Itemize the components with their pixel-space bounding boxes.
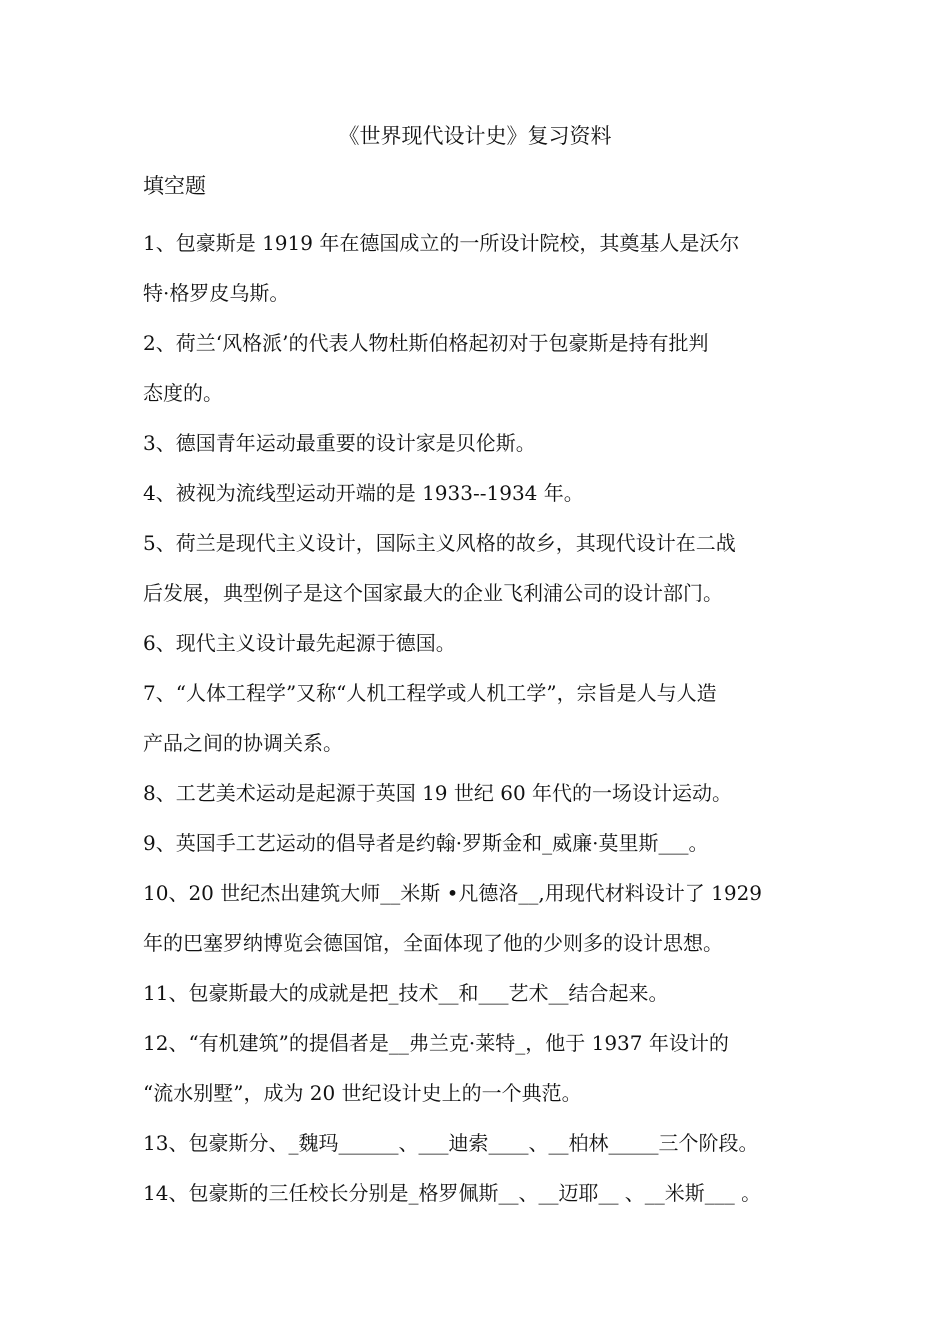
question-7-line-2: 产品之间的协调关系。: [143, 731, 343, 755]
question-7-line-1: 7、“人体工程学”又称“人机工程学或人机工学”，宗旨是人与人造: [143, 681, 717, 705]
question-5-line-1: 5、荷兰是现代主义设计，国际主义风格的故乡，其现代设计在二战: [143, 531, 736, 555]
question-1-line-2: 特·格罗皮乌斯。: [143, 281, 290, 305]
question-13: 13、包豪斯分、_魏玛______、___迪索____、__柏林_____三个阶段。: [143, 1131, 759, 1155]
question-8: 8、工艺美术运动是起源于英国 19 世纪 60 年代的一场设计运动。: [143, 781, 733, 805]
question-6: 6、现代主义设计最先起源于德国。: [143, 631, 456, 655]
question-1-line-1: 1、包豪斯是 1919 年在德国成立的一所设计院校，其奠基人是沃尔: [143, 231, 740, 255]
question-14: 14、包豪斯的三任校长分别是_格罗佩斯__、__迈耶__ 、__米斯___ 。: [143, 1181, 762, 1205]
question-3: 3、德国青年运动最重要的设计家是贝伦斯。: [143, 431, 536, 455]
question-5-line-2: 后发展，典型例子是这个国家最大的企业飞利浦公司的设计部门。: [143, 581, 723, 605]
question-2-line-1: 2、荷兰‘风格派’的代表人物杜斯伯格起初对于包豪斯是持有批判: [143, 331, 709, 355]
question-list: [143, 218, 809, 1218]
question-10-line-2: 年的巴塞罗纳博览会德国馆，全面体现了他的少则多的设计思想。: [143, 931, 723, 955]
document-title: 《世界现代设计史》复习资料: [338, 124, 612, 148]
question-12-line-1: 12、“有机建筑”的提倡者是__弗兰克·莱特_，他于 1937 年设计的: [143, 1031, 729, 1055]
question-10-line-1: 10、20 世纪杰出建筑大师__米斯 •凡德洛__,用现代材料设计了 1929: [143, 881, 763, 905]
question-12-line-2: “流水别墅”，成为 20 世纪设计史上的一个典范。: [143, 1081, 582, 1105]
question-2-line-2: 态度的。: [143, 381, 223, 405]
question-11: 11、包豪斯最大的成就是把_技术__和___艺术__结合起来。: [143, 981, 669, 1005]
section-heading: 填空题: [143, 174, 206, 198]
question-9: 9、英国手工艺运动的倡导者是约翰·罗斯金和_威廉·莫里斯___。: [143, 831, 709, 855]
question-4: 4、被视为流线型运动开端的是 1933--1934 年。: [143, 481, 584, 505]
